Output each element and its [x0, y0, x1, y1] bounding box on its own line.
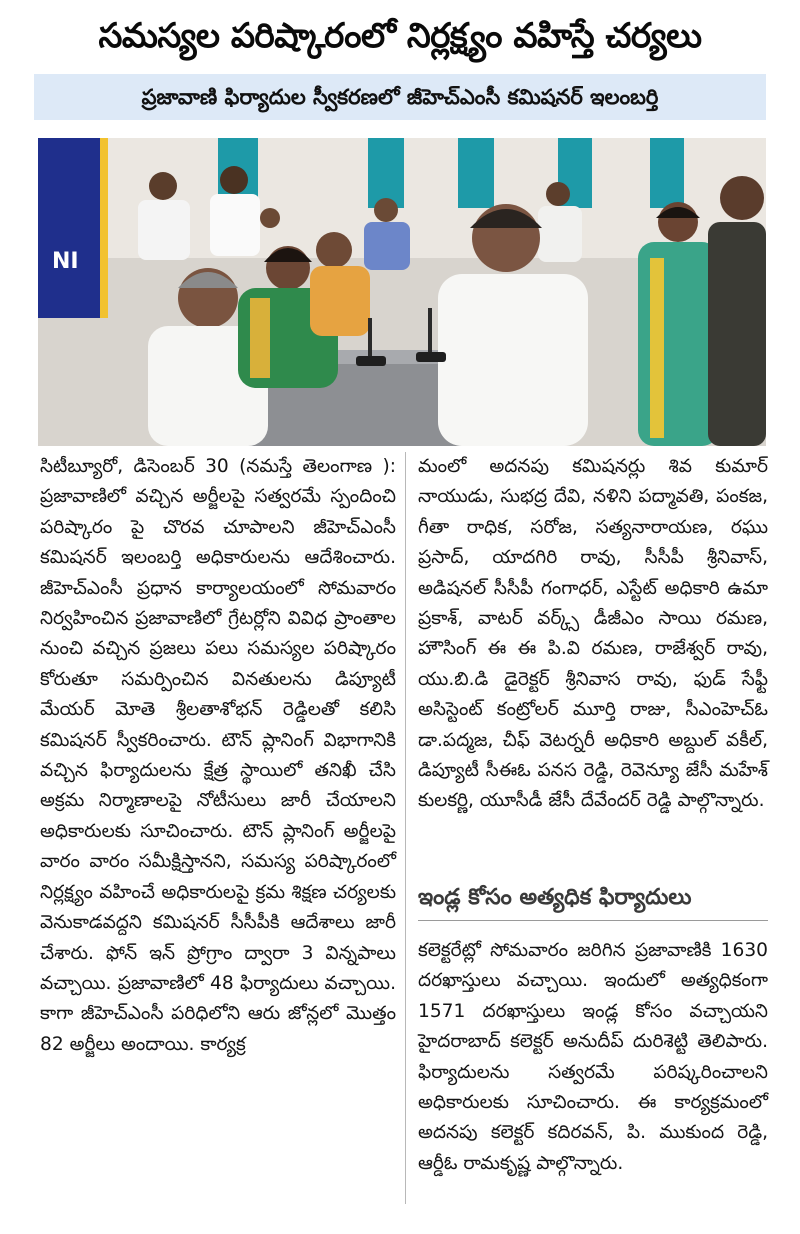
- column-divider: [405, 452, 406, 1204]
- body-right-text: మంలో అదనపు కమిషనర్లు శివ కుమార్ నాయుడు, సుభద్ర దేవి, నళిని పద్మావతి, పంకజ, గీతా రాధిక, సరోజ, సత్యనారాయణ, రఘు ప్రసాద్, యాదగిరి రావు, సీసీపీ శ్రీనివాస్, అడిషనల్ సీసీపీ గంగాధర్, ఎస్టేట్ అధికారి ఉమా ప్రకాశ్, వాటర్ వర్క్స్ డీజీఎం సాయి రమణ, హౌసింగ్ ఈ ఈ పి.వి రమణ, రాజేశ్వర్ రావు, యు.బి.డి డైరెక్టర్ శ్రీనివాస రావు, ఫుడ్ సేఫ్టీ అసిస్టెంట్ కంట్రోలర్ మూర్తి రాజు, సీఎంహెచ్ఓ డా.పద్మజ, చీఫ్ వెటర్నరీ అధికారి అబ్దుల్ వకీల్, డిప్యూటీ సీఈఓ పనస రెడ్డి, రెవెన్యూ జేసీ మహేశ్ కులకర్ణి, యూసీడీ జేసీ దేవేందర్ రెడ్డి పాల్గొన్నారు.: [418, 456, 768, 812]
- section-heading: ఇండ్ల కోసం అత్యధిక ఫిర్యాదులు: [418, 885, 692, 910]
- article-body-right: [418, 452, 768, 817]
- svg-text:NI: NI: [52, 249, 79, 274]
- body-right-2-text: కలెక్టరేట్లో సోమవారం జరిగిన ప్రజావాణికి 1630 దరఖాస్తులు వచ్చాయి. ఇందులో అత్యధికంగా 1571 దరఖాస్తులు ఇండ్ల కోసం వచ్చాయని హైదరాబాద్ కలెక్టర్ అనుదీప్ దురిశెట్టి తెలిపారు. ఫిర్యాదులను సత్వరమే పరిష్కరించాలని అధికారులకు సూచించారు. ఈ కార్యక్రమంలో అదనపు కలెక్టర్ కదిరవన్, పి. ముకుంద రెడ్డి, ఆర్డీఓ రామకృష్ణ పాల్గొన్నారు.: [418, 940, 768, 1174]
- section-divider: [418, 920, 768, 921]
- body-left-text: సిటీబ్యూరో, డిసెంబర్ 30 (నమస్తే తెలంగాణ ): ప్రజావాణిలో వచ్చిన అర్జీలపై సత్వరమే స్పందించి పరిష్కారం పై చొరవ చూపాలని జీహెచ్ఎంసీ కమిషనర్ ఇలంబర్తి అధికారులను ఆదేశించారు. జీహెచ్ఎంసీ ప్రధాన కార్యాలయంలో సోమవారం నిర్వహించిన ప్రజావాణిలో గ్రేటర్లోని వివిధ ప్రాంతాల నుంచి వచ్చిన ప్రజలు పలు సమస్యల పరిష్కారం కోరుతూ సమర్పించిన వినతులను డిప్యూటీ మేయర్ మోతె శ్రీలతాశోభన్ రెడ్డిలతో కలిసి కమిషనర్ స్వీకరించారు. టౌన్ ప్లానింగ్ విభాగానికి వచ్చిన ఫిర్యాదులను క్షేత్ర స్థాయిలో తనిఖీ చేసి అక్రమ నిర్మాణాలపై నోటీసులు జారీ చేయాలని అధికారులకు సూచించారు. టౌన్ ప్లానింగ్ అర్జీలపై వారం వారం సమీక్షిస్తానని, సమస్య పరిష్కారంలో నిర్లక్ష్యం వహించే అధికారులపై క్రమ శిక్షణ చర్యలకు వెనుకాడవద్దని కమిషనర్ సీసీపీకి ఆదేశాలు జారీ చేశారు. ఫోన్ ఇన్ ప్రోగ్రాం ద్వారా 3 విన్నపాలు వచ్చాయి. ప్రజావాణిలో 48 ఫిర్యాదులు వచ్చాయి. కాగా జీహెచ్ఎంసీ పరిధిలోని ఆరు జోన్లలో మొత్తం 82 అర్జీలు అందాయి. కార్యక్ర: [40, 456, 396, 1055]
- section-heading-block: [418, 876, 768, 932]
- article-body-right-2: [418, 936, 768, 1179]
- article-headline: సమస్యల పరిష్కారంలో నిర్లక్ష్యం వహిస్తే చర్యలు: [98, 16, 702, 56]
- article-body-left: [40, 452, 396, 1060]
- article-subheadline: ప్రజావాణి ఫిర్యాదుల స్వీకరణలో జీహెచ్ఎంసీ కమిషనర్ ఇలంబర్తి: [34, 74, 766, 120]
- meeting-photo-illustration: [38, 138, 766, 446]
- news-photo: [38, 138, 766, 446]
